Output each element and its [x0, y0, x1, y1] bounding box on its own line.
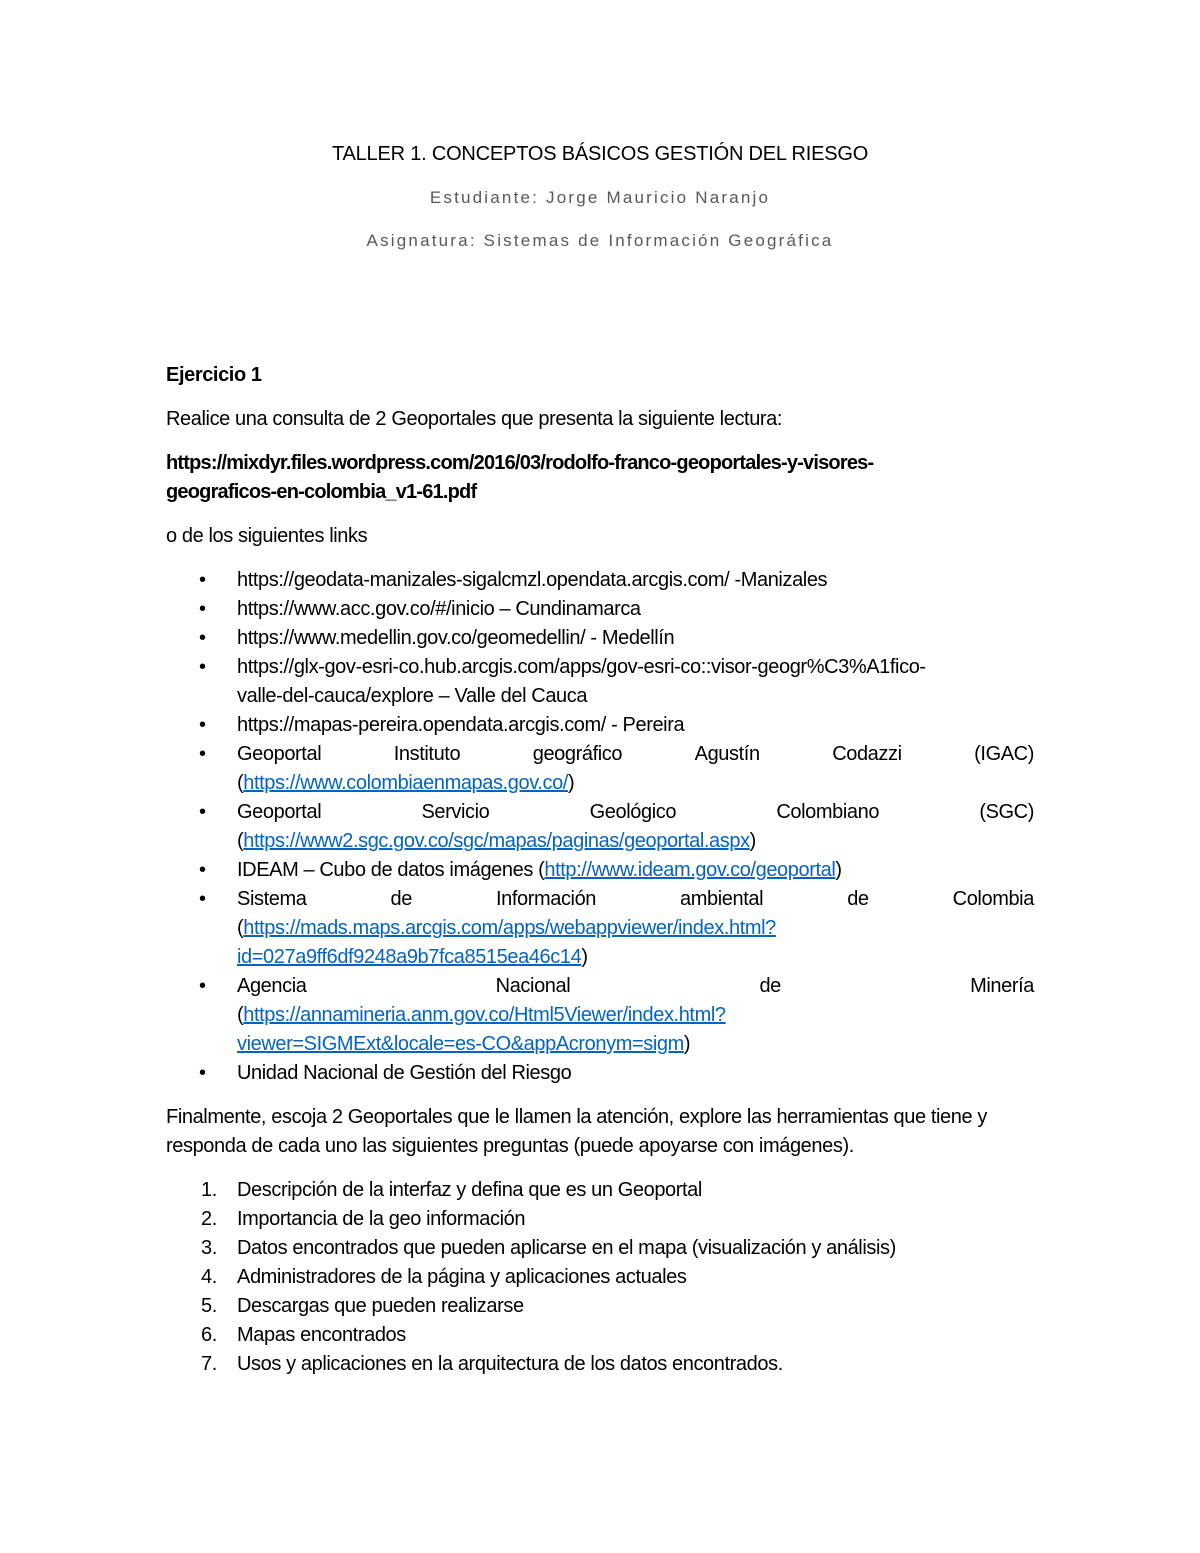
question-item — [166, 1321, 1034, 1350]
question-number: 7. — [201, 1353, 217, 1375]
question-text: Importancia de la geo información — [237, 1208, 526, 1230]
link-text: https://geodata-manizales-sigalcmzl.opendata.arcgis.com/ -Manizales — [237, 569, 828, 591]
question-text: Administradores de la página y aplicaciones actuales — [237, 1266, 687, 1288]
link-text: https://www.acc.gov.co/#/inicio – Cundinamarca — [237, 598, 641, 620]
question-item — [166, 1234, 1034, 1263]
justified-line — [237, 885, 1034, 914]
question-text: Descripción de la interfaz y defina que es un Geoportal — [237, 1179, 702, 1201]
word: de — [759, 975, 781, 997]
exercise-intro: Realice una consulta de 2 Geoportales que presenta la siguiente lectura: — [166, 408, 783, 430]
paren-open: ( — [237, 917, 244, 939]
paren-open: ( — [237, 830, 244, 852]
reading-url-line2: geograficos-en-colombia_v1-61.pdf — [166, 481, 477, 503]
reading-url-line1: https://mixdyr.files.wordpress.com/2016/03/rodolfo-franco-geoportales-y-visores- — [166, 452, 874, 474]
question-item — [166, 1292, 1034, 1321]
document-body — [166, 361, 1034, 1379]
question-number: 1. — [201, 1179, 217, 1201]
link-line — [237, 914, 1034, 943]
question-number: 5. — [201, 1295, 217, 1317]
list-item — [166, 653, 1034, 711]
links-list — [166, 566, 1034, 1088]
list-item — [166, 856, 1034, 885]
list-item — [166, 885, 1034, 972]
paren-open: ( — [237, 1004, 244, 1026]
word: geográfico — [532, 743, 623, 765]
question-number: 4. — [201, 1266, 217, 1288]
link-text: https://mapas-pereira.opendata.arcgis.com/ - Pereira — [237, 714, 685, 736]
list-item — [166, 972, 1034, 1059]
exercise-heading: Ejercicio 1 — [166, 364, 262, 386]
anm-link-line2[interactable]: viewer=SIGMExt&locale=es-CO&appAcronym=sigm — [237, 1033, 684, 1055]
word: • Geoportal — [237, 801, 322, 823]
list-item — [166, 624, 1034, 653]
word: Colombia — [952, 888, 1034, 910]
question-item — [166, 1176, 1034, 1205]
paren-close: ) — [567, 772, 575, 794]
siac-link-line1[interactable]: https://mads.maps.arcgis.com/apps/webappviewer/index.html? — [243, 917, 776, 939]
list-item — [166, 595, 1034, 624]
reading-url — [166, 449, 1034, 507]
link-text: https://www.medellin.gov.co/geomedellin/ - Medellín — [237, 627, 675, 649]
anm-link-line1[interactable]: https://annamineria.anm.gov.co/Html5Viewer/index.html? — [243, 1004, 726, 1026]
list-item — [166, 740, 1034, 798]
igac-link[interactable]: https://www.colombiaenmapas.gov.co/ — [243, 772, 568, 794]
link-prefix: IDEAM – Cubo de datos imágenes ( — [237, 859, 545, 881]
word: • Agencia — [237, 975, 307, 997]
word: Servicio — [421, 801, 490, 823]
link-text-line1: https://glx-gov-esri-co.hub.arcgis.com/apps/gov-esri-co::visor-geogr%C3%A1fico- — [237, 656, 926, 678]
list-item — [166, 798, 1034, 856]
question-text: Datos encontrados que pueden aplicarse en el mapa (visualización y análisis) — [237, 1237, 896, 1259]
word: Nacional — [495, 975, 571, 997]
paren-close: ) — [835, 859, 842, 881]
link-text: Unidad Nacional de Gestión del Riesgo — [237, 1062, 572, 1084]
question-item — [166, 1263, 1034, 1292]
final-instructions: Finalmente, escoja 2 Geoportales que le llamen la atención, explore las herramientas que tiene y responda de cada uno las siguientes preguntas (puede apoyarse con imágenes). — [166, 1106, 987, 1157]
list-item — [166, 566, 1034, 595]
link-line — [237, 943, 1034, 972]
list-item — [166, 1059, 1034, 1088]
word: ambiental — [680, 888, 764, 910]
justified-line — [237, 798, 1034, 827]
word: (IGAC) — [974, 743, 1034, 765]
list-item — [166, 711, 1034, 740]
paren-open: ( — [237, 772, 244, 794]
word: Minería — [970, 975, 1034, 997]
link-text-line2: valle-del-cauca/explore – Valle del Cauca — [237, 685, 588, 707]
student-line: Estudiante: Jorge Mauricio Naranjo — [429, 188, 771, 207]
word: Codazzi — [832, 743, 902, 765]
word: • Geoportal — [237, 743, 322, 765]
link-line — [237, 1030, 1034, 1059]
document-title: TALLER 1. CONCEPTOS BÁSICOS GESTIÓN DEL RIESGO — [331, 143, 869, 165]
sgc-link[interactable]: https://www2.sgc.gov.co/sgc/mapas/paginas/geoportal.aspx — [243, 830, 750, 852]
paren-close: ) — [581, 946, 588, 968]
question-text: Mapas encontrados — [237, 1324, 406, 1346]
subject-line: Asignatura: Sistemas de Información Geográfica — [366, 231, 834, 250]
justified-line — [237, 972, 1034, 1001]
paren-close: ) — [683, 1033, 691, 1055]
siac-link-line2[interactable]: id=027a9ff6df9248a9b7fca8515ea46c14 — [237, 946, 582, 968]
word: Geológico — [589, 801, 677, 823]
question-item — [166, 1350, 1034, 1379]
question-item — [166, 1205, 1034, 1234]
question-text: Descargas que pueden realizarse — [237, 1295, 524, 1317]
link-line — [237, 1001, 1034, 1030]
word: Agustín — [694, 743, 760, 765]
question-number: 6. — [201, 1324, 217, 1346]
paren-close: ) — [749, 830, 756, 852]
link-line — [237, 769, 1034, 798]
question-number: 3. — [201, 1237, 217, 1259]
justified-line — [237, 740, 1034, 769]
links-intro: o de los siguientes links — [166, 525, 368, 547]
word: • Sistema — [237, 888, 307, 910]
word: Información — [495, 888, 597, 910]
word: de — [390, 888, 412, 910]
word: Colombiano — [776, 801, 880, 823]
question-text: Usos y aplicaciones en la arquitectura de los datos encontrados. — [237, 1353, 783, 1375]
ideam-link[interactable]: http://www.ideam.gov.co/geoportal — [544, 859, 836, 881]
question-number: 2. — [201, 1208, 217, 1230]
link-line — [237, 827, 1034, 856]
word: de — [847, 888, 869, 910]
questions-list — [166, 1176, 1034, 1379]
word: (SGC) — [979, 801, 1034, 823]
word: Instituto — [393, 743, 461, 765]
